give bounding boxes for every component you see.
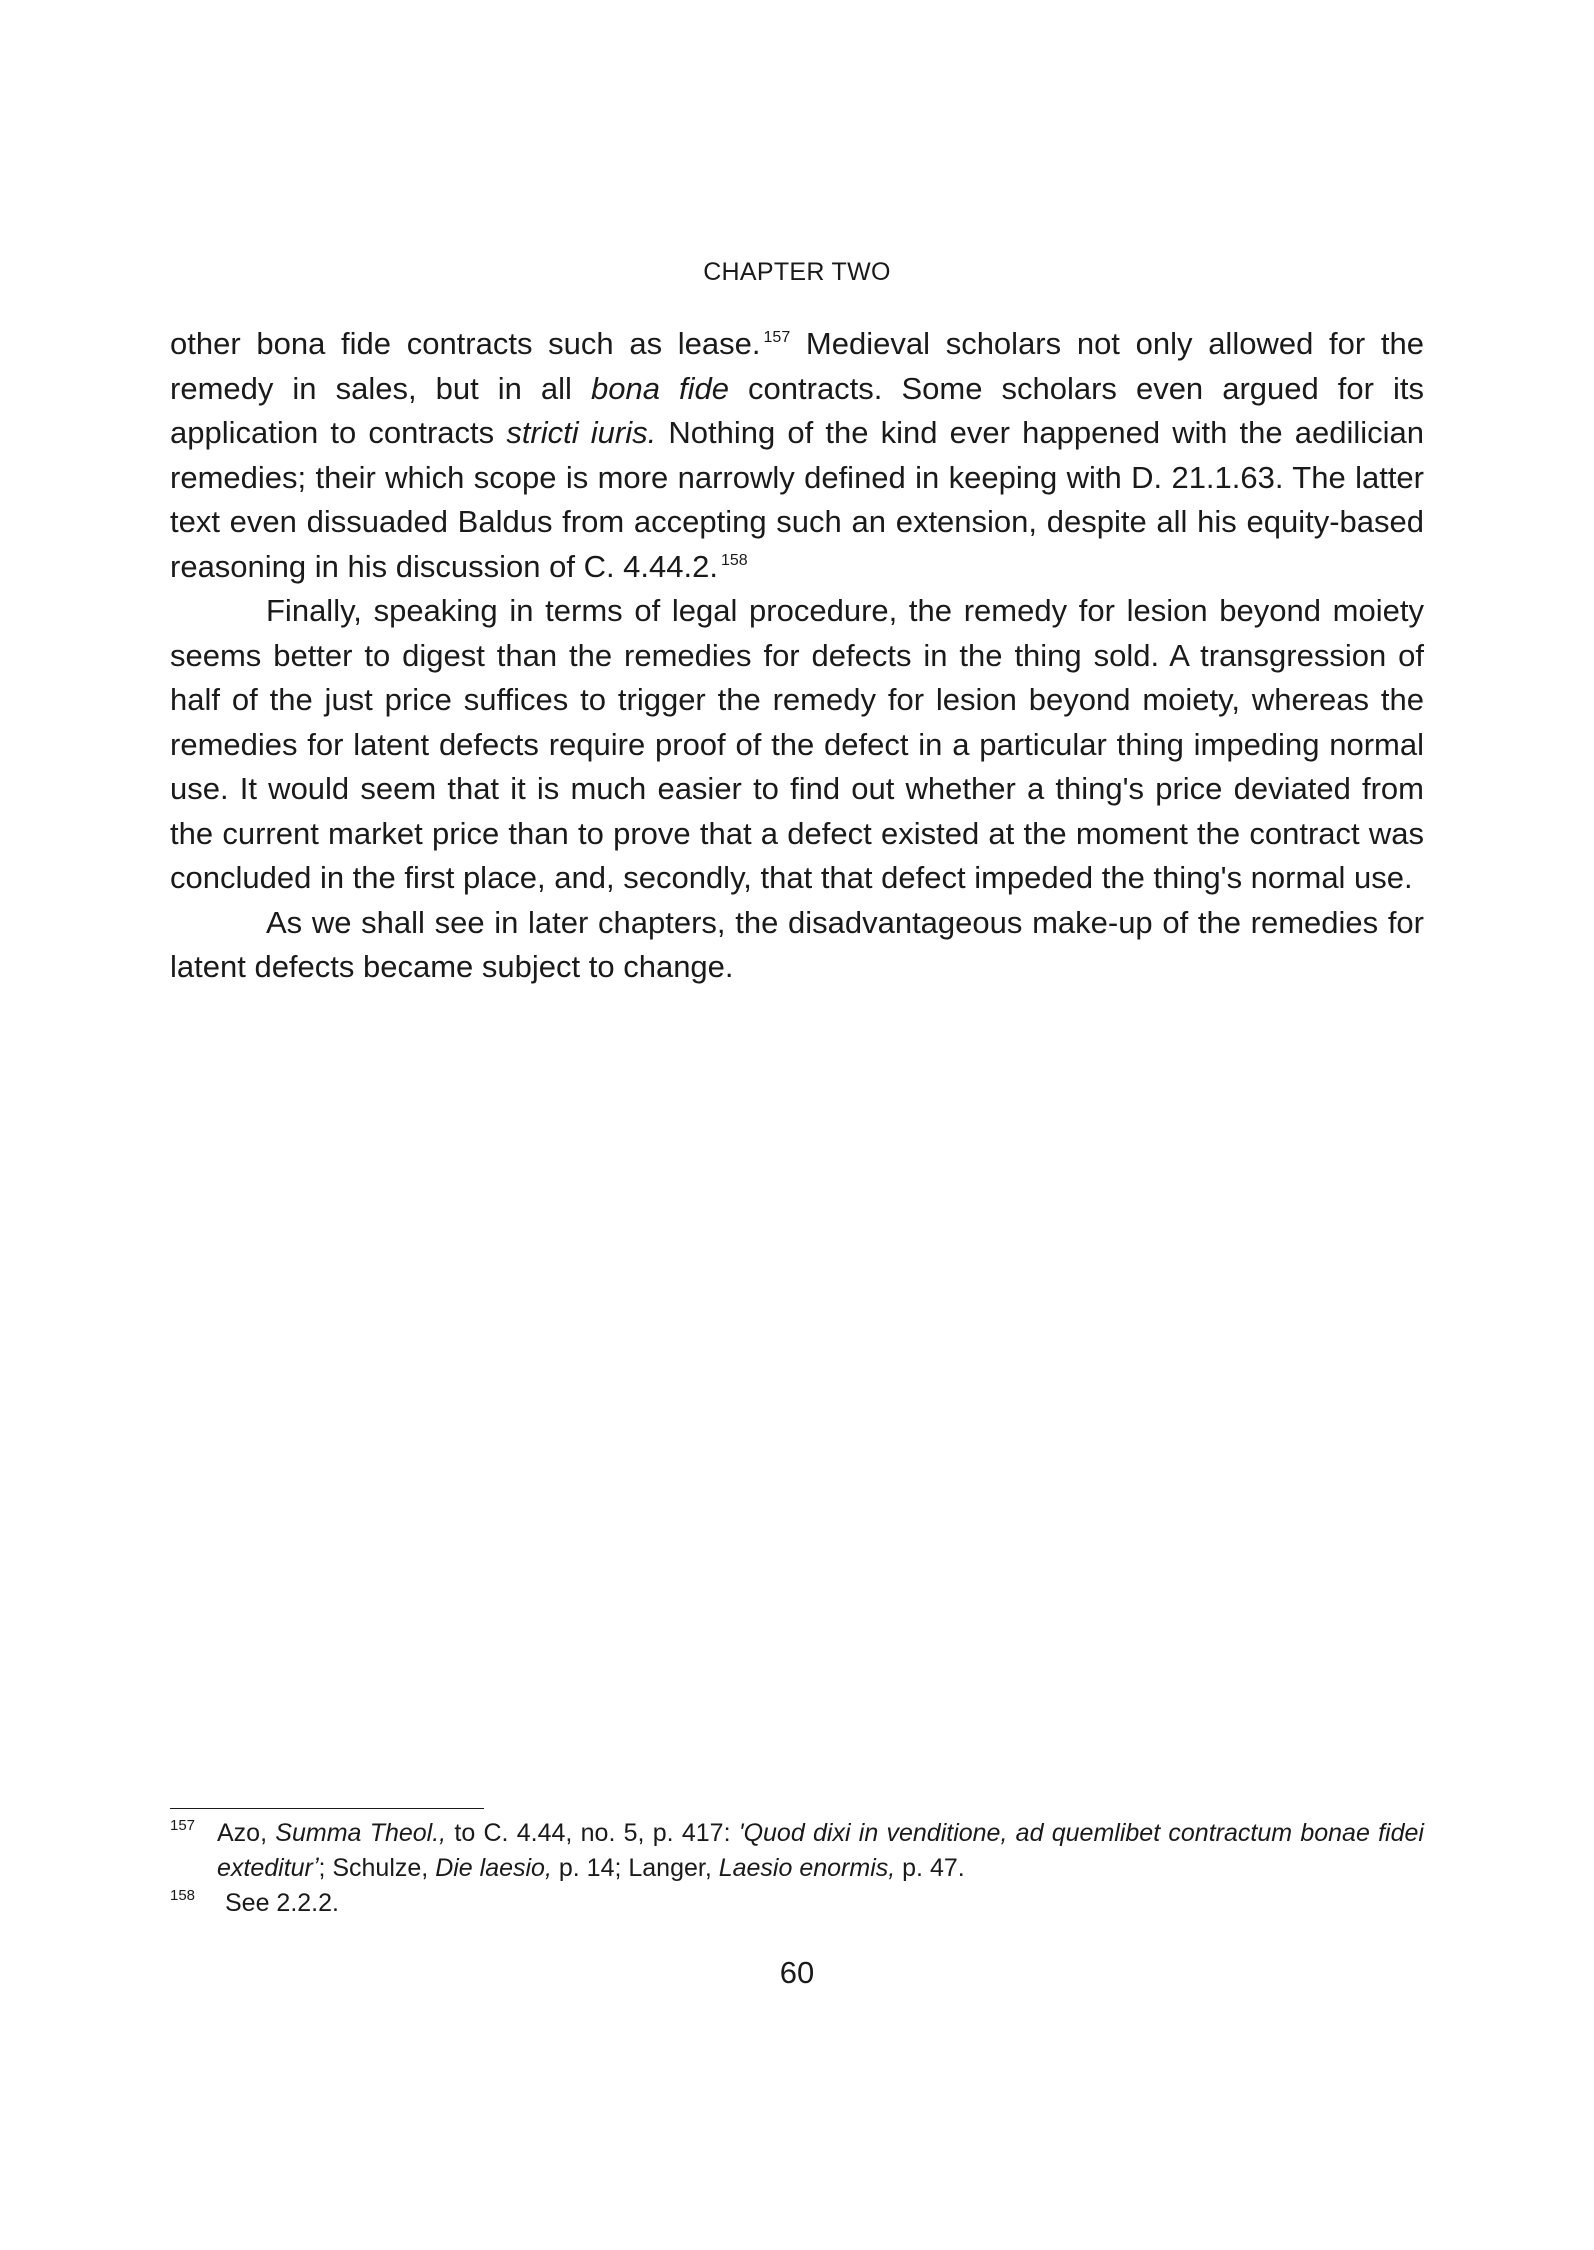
paragraph-1 xyxy=(170,322,1424,589)
fn157-text-1: Azo, xyxy=(217,1819,276,1847)
p1-italic-2: stricti iuris. xyxy=(506,415,657,450)
paragraph-2: Finally, speaking in terms of legal procedure, the remedy for lesion beyond moiety seems better to digest than the remedies for defects in the thing sold. A transgression of half of the just price suffices to trigger the remedy for lesion beyond moiety, whereas the remedies for latent defects require proof of the defect in a particular thing impeding normal use. It would seem that it is much easier to find out whether a thing's price deviated from the current market price than to prove that a defect existed at the moment the contract was concluded in the first place, and, secondly, that that defect impeded the thing's normal use. xyxy=(170,593,1424,895)
p1-text-1: other bona fide contracts such as lease. xyxy=(170,326,761,361)
fn157-text-3: ; Schulze, xyxy=(318,1854,436,1882)
footnote-number: 157 xyxy=(170,1817,196,1834)
p1-text-3: contracts. Some scholars even argued for its application to contracts xyxy=(170,370,1425,450)
p1-italic-1: bona fide xyxy=(590,370,729,406)
footnote-158 xyxy=(170,1886,1424,1921)
footnote-ref-157[interactable]: 157 xyxy=(763,329,791,346)
footnote-157 xyxy=(170,1816,1424,1886)
running-header: CHAPTER TWO xyxy=(703,258,891,286)
paragraph-3: As we shall see in later chapters, the disadvantageous make-up of the remedies for latent defects became subject to change. xyxy=(170,904,1424,984)
fn157-text-5: p. 47. xyxy=(895,1854,965,1882)
page-number: 60 xyxy=(779,1955,815,1990)
footnotes xyxy=(170,1816,1424,1921)
fn157-text-2: to C. 4.44, no. 5, p. 417: xyxy=(446,1819,739,1847)
body-text xyxy=(170,322,1424,990)
footnote-separator xyxy=(170,1808,484,1809)
fn157-italic-4: Laesio enormis, xyxy=(718,1854,896,1882)
p1-text-4: Nothing of the kind ever happened with the aedilician remedies; their which scope is more narrowly defined in keeping with D. 21.1.63. The latter text even dissuaded Baldus from accepting such an extension, despite all his equity-based reasoning in his discussion of C. 4.44.2. xyxy=(170,415,1425,584)
fn157-italic-1: Summa Theol., xyxy=(275,1819,447,1847)
fn158-text: See 2.2.2. xyxy=(225,1889,339,1917)
fn157-italic-2: 'Quod dixi in venditione, ad quemlibet contractum bonae fidei extediturʼ xyxy=(217,1819,1424,1882)
fn157-text-4: p. 14; Langer, xyxy=(551,1854,719,1882)
footnote-number: 158 xyxy=(170,1887,196,1904)
p1-text-2: Medieval scholars not only allowed for the remedy in sales, but in all xyxy=(170,326,1424,406)
fn157-italic-3: Die laesio, xyxy=(435,1854,552,1882)
footnote-ref-158[interactable]: 158 xyxy=(720,551,748,569)
